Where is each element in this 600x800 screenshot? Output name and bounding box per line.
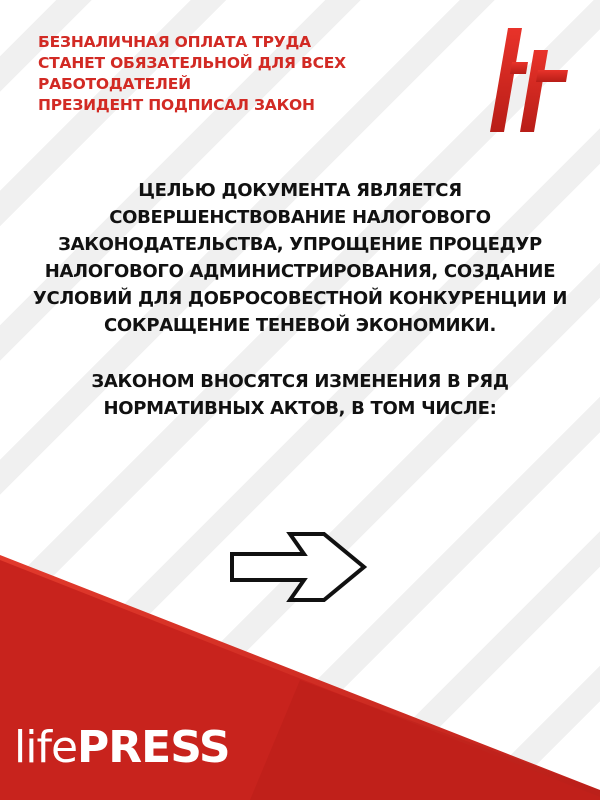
brand-logo-light: life <box>14 722 78 773</box>
paragraph-changes <box>10 368 590 422</box>
paragraph-1-line-3: ЗАКОНОДАТЕЛЬСТВА, УПРОЩЕНИЕ ПРОЦЕДУР <box>58 234 542 255</box>
paragraph-1-line-6: СОКРАЩЕНИЕ ТЕНЕВОЙ ЭКОНОМИКИ. <box>104 315 496 336</box>
paragraph-2-line-2: НОРМАТИВНЫХ АКТОВ, В ТОМ ЧИСЛЕ: <box>103 398 497 419</box>
paragraph-purpose <box>10 177 590 339</box>
headline-line-3: РАБОТОДАТЕЛЕЙ <box>38 75 191 93</box>
arrow-right-outline-icon[interactable] <box>228 530 370 604</box>
paragraph-1-line-1: ЦЕЛЬЮ ДОКУМЕНТА ЯВЛЯЕТСЯ <box>138 180 462 201</box>
brand-logo <box>14 722 230 774</box>
paragraph-1-line-5: УСЛОВИЙ ДЛЯ ДОБРОСОВЕСТНОЙ КОНКУРЕНЦИИ И <box>32 288 568 309</box>
paragraph-1-line-4: НАЛОГОВОГО АДМИНИСТРИРОВАНИЯ, СОЗДАНИЕ <box>44 261 556 282</box>
paragraph-2-line-1: ЗАКОНОМ ВНОСЯТСЯ ИЗМЕНЕНИЯ В РЯД <box>91 371 509 392</box>
brand-logo-bold: PRESS <box>77 722 230 773</box>
headline-line-2: СТАНЕТ ОБЯЗАТЕЛЬНОЙ ДЛЯ ВСЕХ <box>38 54 346 72</box>
headline-line-4: ПРЕЗИДЕНТ ПОДПИСАЛ ЗАКОН <box>38 96 315 114</box>
paragraph-1-line-2: СОВЕРШЕНСТВОВАНИЕ НАЛОГОВОГО <box>109 207 491 228</box>
headline-line-1: БЕЗНАЛИЧНАЯ ОПЛАТА ТРУДА <box>38 33 311 51</box>
lifepress-slash-logo-icon <box>482 20 574 136</box>
headline <box>38 32 458 116</box>
